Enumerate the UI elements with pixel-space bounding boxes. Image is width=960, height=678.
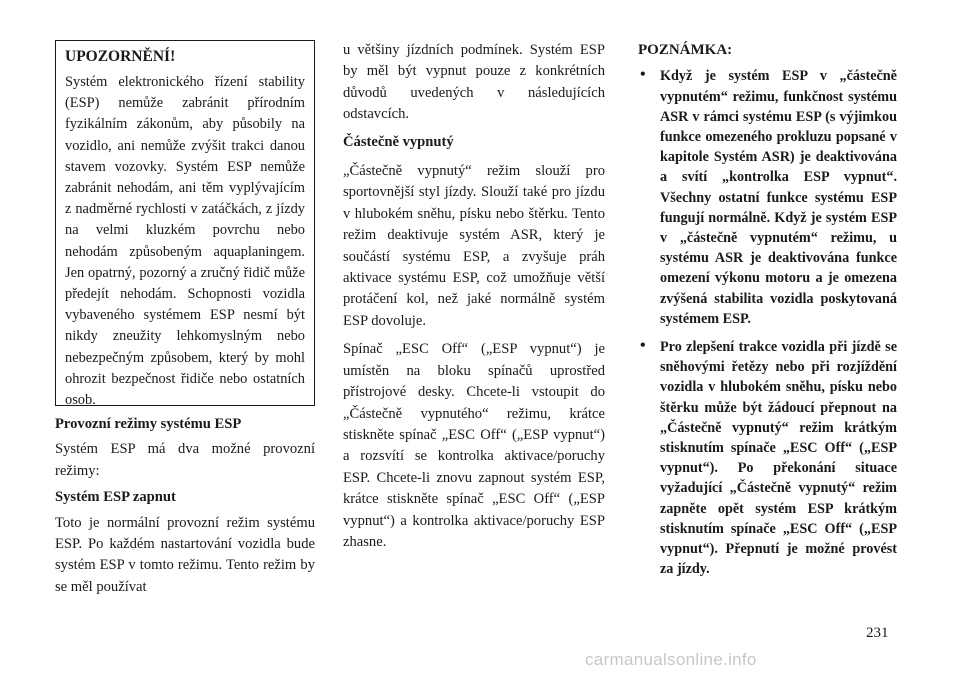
esp-modes-heading: Provozní režimy systému ESP [55, 416, 242, 432]
page-number: 231 [866, 625, 889, 641]
bullet-dot: • [640, 66, 646, 84]
bullet-dot: • [640, 337, 646, 355]
esp-modes-intro: Systém ESP má dva možné provozní režimy: [55, 441, 315, 479]
note-item-text: Pro zlepšení trakce vozidla při jízdě se sněhovými řetězy nebo při rozjíždění vozidla v hlubokém sněhu, písku nebo štěrku může být žádoucí přepnout na „Částečně vypnutý“ režim krátkým stisknutím spínače „ESC Off“ („ESP vypnut“). Po překonání situace vyžadující „Částečně vypnutý“ režim zapněte opět systém ESP krátkým stisknutím spínače „ESC Off“ („ESP vypnut“). Přepnutí je možné provést za jízdy. [660, 339, 897, 578]
right-column [638, 40, 897, 587]
esp-on-heading: Systém ESP zapnut [55, 489, 176, 506]
esp-on-text: Toto je normální provozní režim systému ESP. Po každém nastartování vozidla bude systém ESP v tomto režimu. Tento režim by se měl používat [55, 514, 315, 595]
warning-title: UPOZORNĚNÍ! [65, 48, 176, 65]
warning-text: Systém elektronického řízení stability (ESP) nemůže zabránit přírodním fyzikálním zákonům, aby působily na vozidlo, ani nemůže zvýšit trakci danou stavem vozovky. Systém ESP nemůže zabránit nehodám, ani těm vyplývajícím z nadměrné rychlosti v zatáčkách, z jízdy na velmi kluzkém povrchu nebo nehodám způsobeným aquaplaningem. Jen opatrný, pozorný a zručný řidič může předejít nehodám. Schopnosti vozidla vybaveného systémem ESP nesmí být nikdy zneužity lehkomyslným nebo nebezpečným způsobem, který by mohl ohrozit bezpečnost řidiče nebo ostatních osob. [65, 74, 305, 409]
note-item [638, 66, 897, 329]
switch-text: Spínač „ESC Off“ („ESP vypnut“) je umístěn na bloku spínačů uprostřed přístrojové desky. Chcete-li vstoupit do „Částečně vypnutého“ režimu, krátce stiskněte spínač „ESC Off“ („ESP vypnut“) a rozsvítí se kontrolka aktivace/poruchy ESP. Chcete-li znovu zapnout systém ESP, krátce stiskněte spínač „ESC Off“ („ESP vypnut“) a kontrolka aktivace/poruchy ESP zhasne. [343, 341, 605, 550]
continued-text: u většiny jízdních podmínek. Systém ESP by měl být vypnut pouze z konkrétních důvodů uvedených v následujících odstavcích. [343, 42, 605, 123]
note-item [638, 337, 897, 579]
partial-off-heading: Částečně vypnutý [343, 133, 454, 150]
note-title: POZNÁMKA: [638, 42, 733, 58]
left-column [55, 414, 315, 598]
note-item-text: Když je systém ESP v „částečně vypnutém“ režimu, funkčnost systému ASR v rámci systému ESP (s výjimkou funkce omezeného prokluzu popsané v kapitole Systém ASR) je deaktivována a svítí „kontrolka ESP vypnut“. Všechny ostatní funkce systému ESP fungují normálně. Když je systém ESP v „částečně vypnutém“ režimu, u systému ASR je deaktivována funkce omezení výkonu motoru a je omezena zvýšená stabilita vozidla poskytovaná systémem ESP. [660, 68, 897, 327]
middle-column [343, 40, 605, 553]
warning-box [55, 40, 315, 409]
watermark: carmanualsonline.info [585, 650, 757, 669]
partial-off-text: „Částečně vypnutý“ režim slouží pro sportovnější styl jízdy. Slouží také pro jízdu v hlubokém sněhu, písku nebo štěrku. Tento režim deaktivuje systém ASR, který je součástí systému ESP, a zvyšuje práh aktivace systému ESP, což umožňuje větší protáčení kol, než jaké normálně systém ESP dovoluje. [343, 163, 605, 329]
